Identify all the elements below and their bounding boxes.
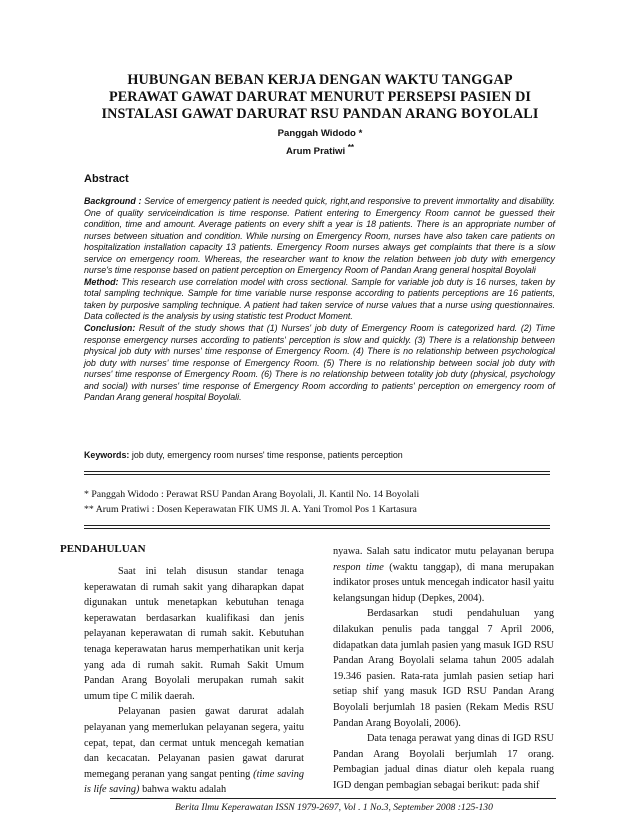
divider-rule-bottom (84, 525, 550, 526)
paper-title (60, 72, 580, 123)
journal-footer: Berita Ilmu Keperawatan ISSN 1979-2697, Vol . 1 No.3, September 2008 :125-130 (175, 802, 493, 813)
body-column-left (84, 564, 304, 798)
right-paragraph-1 (333, 544, 554, 606)
author-1-name: Panggah Widodo (277, 128, 356, 139)
author-1 (200, 127, 440, 141)
footer-rule (110, 798, 556, 799)
divider-rule-bottom-double (84, 528, 550, 529)
body-column-right (333, 544, 554, 794)
left-paragraph-2 (84, 704, 304, 798)
divider-rule-top-double (84, 474, 550, 475)
abstract-heading: Abstract (84, 173, 129, 185)
right-p1-text-end: (waktu tanggap), di mana merupakan indikator proses untuk mencegah indicator hasil yaitu kelangsungan hidup (Depkes, 2004). (333, 561, 555, 604)
keywords-line (84, 450, 564, 460)
background-label: Background : (84, 196, 142, 206)
keywords-label: Keywords: (84, 450, 130, 460)
footnote-2: ** Arum Pratiwi : Dosen Keperawatan FIK UMS Jl. A. Yani Tromol Pos 1 Kartasura (84, 504, 417, 515)
right-p1-text: nyawa. Salah satu indicator mutu pelayanan berupa (333, 546, 554, 557)
abstract-conclusion (84, 323, 555, 404)
keywords-text: job duty, emergency room nurses' time response, patients perception (131, 450, 403, 460)
footnote-1: * Panggah Widodo : Perawat RSU Pandan Arang Boyolali, Jl. Kantil No. 14 Boyolali (84, 489, 420, 500)
author-2-mark: ** (347, 143, 355, 152)
left-p2-text-end: bahwa waktu adalah (142, 784, 227, 796)
background-text: Service of emergency patient is needed quick, right,and responsive to prevent immortality and disability. One of quality serviceindication is time response. Patient entering to Emergency Room cannot be guessed their condition, time and amount. Average patients on every shift a year is 18 patients. There is an appropriate number of nurses between situation and condition. While nursing on Emergency Room, nurses have also taken care patients on hospitalization installation capacity 13 patients. Emergency Room nurses always get complaints that there is a slow service on emergency room. Whereas, the researcher want to know the relation between job duty with emergency nurse's time response based on patient perception on Emergency Room of Pandan Arang general hospital Boyolali (84, 196, 555, 276)
right-p1-italic: respon time (333, 561, 384, 573)
left-p2-text: Pelayanan pasien gawat darurat adalah pelayanan yang memerlukan pelayanan segera, yaitu cepat, tepat, dan cermat untuk mencegah kematian dan kecacatan. Pelayanan pasien gawat darurat memegang peranan yang sangat penting (84, 706, 304, 780)
conclusion-label: Conclusion: (84, 323, 136, 334)
title-line-2: PERAWAT GAWAT DARURAT MENURUT PERSEPSI PASIEN DI (108, 89, 532, 105)
right-paragraph-3: Data tenaga perawat yang dinas di IGD RSU Pandan Arang Boyolali berjumlah 17 orang. Pembagian jadual dinas diatur oleh kepala ruang IGD dengan pembagian sebagai berikut: pada shif (333, 733, 554, 791)
left-paragraph-1: Saat ini telah disusun standar tenaga keperawatan di rumah sakit yang diharapkan dapat digunakan untuk menetapkan kebutuhan tenaga keperawatan berdasarkan kualifikasi dan jenis pelayanan keperawatan di rumah sakit. Kebutuhan tenaga keperawatan harus memperhatikan unit kerja yang ada di rumah sakit. Rumah Sakit Umum Pandan Arang Boyolali merupakan rumah sakit umum tipe C milik daerah. (84, 566, 304, 702)
right-paragraph-2: Berdasarkan studi pendahuluan yang dilakukan penulis pada tanggal 7 April 2006, didapatkan data jumlah pasien yang masuk IGD RSU Pandan Arang Boyolali selama tahun 2005 adalah 19.346 pasien. Rata-rata jumlah pasien setiap hari setiap shif yang masuk IGD RSU Pandan Arang Boyolali berjumlah 18 pasien (Rekam Medis RSU Pandan Arang Boyolali, 2006). (333, 608, 554, 729)
author-2 (200, 141, 440, 159)
author-2-name: Arum Pratiwi (285, 146, 346, 158)
section-heading: PENDAHULUAN (60, 543, 146, 555)
author-footnotes (84, 487, 554, 517)
method-label: Method: (84, 276, 119, 287)
author-1-mark: * (358, 128, 363, 139)
abstract-body (84, 196, 555, 404)
abstract-background (84, 196, 555, 277)
left-p2-italic: (time saving is life saving) (84, 768, 305, 796)
title-line-3: INSTALASI GAWAT DARURAT RSU PANDAN ARANG BOYOLALI (101, 106, 539, 122)
abstract-method (84, 277, 555, 323)
divider-rule-top (84, 471, 550, 472)
method-text: This research use correlation model with cross sectional. Sample for variable job duty is 16 nurses, taken by total sampling technique. Sample for time variable nurse response according to patients perceptions are 16 patients, taken by purposive sampling technique. A patient had taken service of nurse values that a nurse using questionnaires. Data collected is the analysis by using statistic test Product Moment. (84, 276, 555, 322)
title-line-1: HUBUNGAN BEBAN KERJA DENGAN WAKTU TANGGAP (127, 72, 513, 88)
author-block (200, 127, 440, 159)
conclusion-text: Result of the study shows that (1) Nurses' job duty of Emergency Room is categorized hard. (2) Time response emergency nurses according to patients' perception is slow and quickly. (3) There is a relationship between physical job duty with nurses' time response of Emergency Room. (4) There is no relationship between psychological job duty with nurses' time response of Emergency Room. (5) There is no relationship between social job duty with nurses' time response of Emergency Room. (6) There is no relationship between totality job duty (physical, psychology and social) with nurses' time response of Emergency Room according to patients' perception on emergency room of Pandan Arang general hospital Boyolali. (84, 323, 555, 403)
